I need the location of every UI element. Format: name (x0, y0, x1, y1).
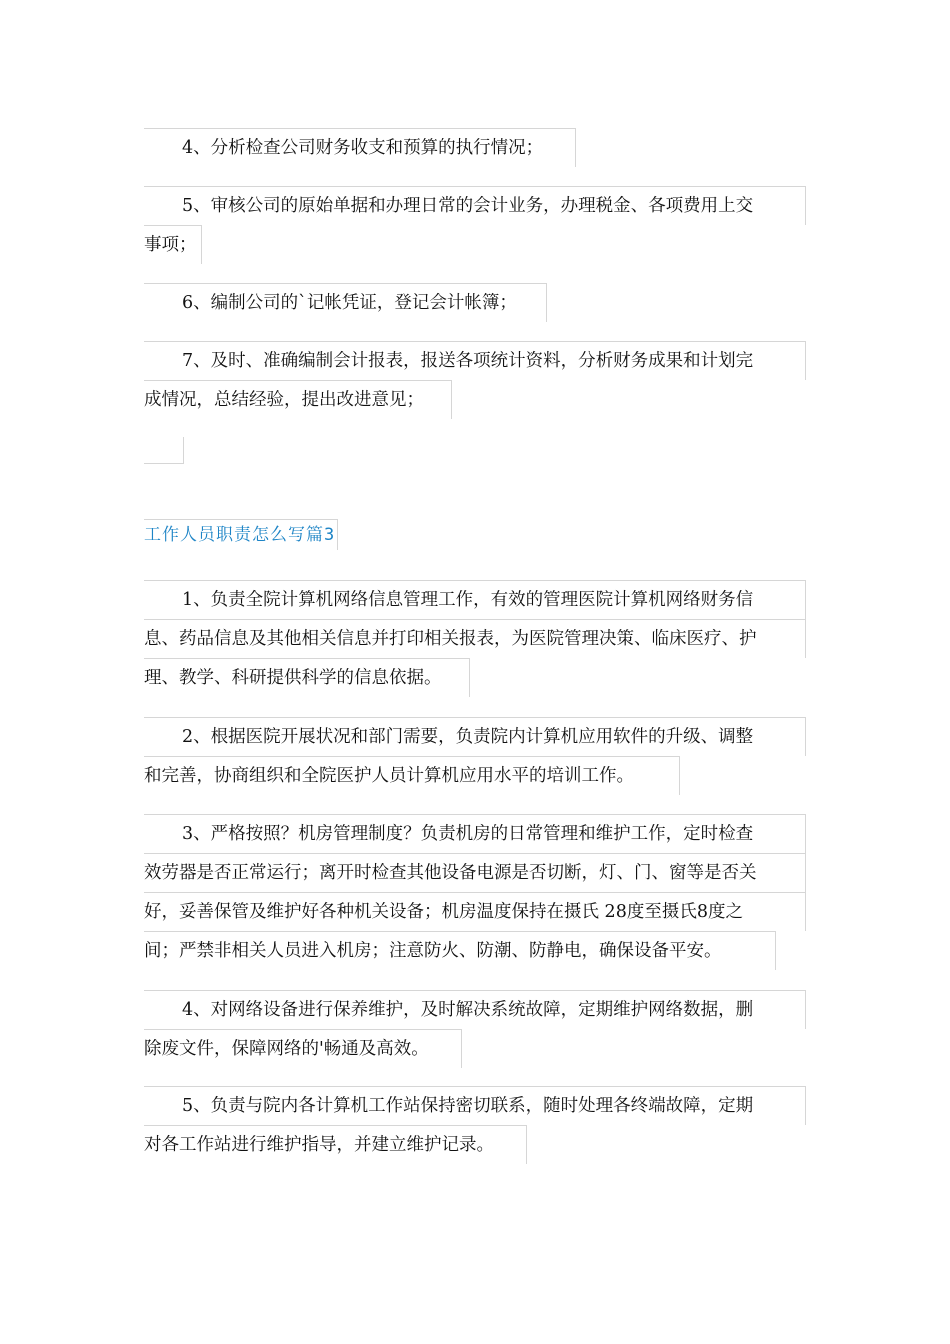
paragraph-line: 6、编制公司的`记帐凭证，登记会计帐簿； (144, 283, 547, 322)
paragraph-line: 除废文件，保障网络的'畅通及高效。 (144, 1029, 462, 1068)
empty-paragraph (144, 437, 184, 464)
paragraph-item-6 (144, 283, 808, 322)
paragraph-line: 理、教学、科研提供科学的信息依据。 (144, 658, 470, 697)
paragraph-line: 4、分析检查公司财务收支和预算的执行情况； (144, 128, 576, 167)
paragraph-line: 和完善，协商组织和全院医护人员计算机应用水平的培训工作。 (144, 756, 680, 795)
paragraph-item-4b (144, 990, 808, 1068)
paragraph-line: 3、严格按照？机房管理制度？负责机房的日常管理和维护工作，定时检查 (144, 814, 806, 853)
paragraph-line: 5、负责与院内各计算机工作站保持密切联系，随时处理各终端故障，定期 (144, 1086, 806, 1125)
paragraph-line: 对各工作站进行维护指导，并建立维护记录。 (144, 1125, 527, 1164)
paragraph-line: 好，妥善保管及维护好各种机关设备；机房温度保持在摄氏 28度至摄氏8度之 (144, 892, 806, 931)
paragraph-line: 1、负责全院计算机网络信息管理工作，有效的管理医院计算机网络财务信 (144, 580, 806, 619)
paragraph-line: 事项； (144, 225, 202, 264)
paragraph-line: 成情况，总结经验，提出改进意见； (144, 380, 452, 419)
paragraph-line: 效劳器是否正常运行；离开时检查其他设备电源是否切断，灯、门、窗等是否关 (144, 853, 806, 892)
paragraph-line: 2、根据医院开展状况和部门需要，负责院内计算机应用软件的升级、调整 (144, 717, 806, 756)
paragraph-item-4 (144, 128, 808, 167)
paragraph-line: 间；严禁非相关人员进入机房；注意防火、防潮、防静电，确保设备平安。 (144, 931, 776, 970)
paragraph-line: 息、药品信息及其他相关信息并打印相关报表，为医院管理决策、临床医疗、护 (144, 619, 806, 658)
paragraph-item-2 (144, 717, 808, 795)
paragraph-item-7 (144, 341, 808, 419)
paragraph-item-1 (144, 580, 808, 697)
paragraph-item-3 (144, 814, 808, 970)
paragraph-line: 5、审核公司的原始单据和办理日常的会计业务，办理税金、各项费用上交 (144, 186, 806, 225)
section-heading: 工作人员职责怎么写篇3 (144, 519, 338, 550)
paragraph-line: 4、对网络设备进行保养维护，及时解决系统故障，定期维护网络数据，删 (144, 990, 806, 1029)
paragraph-item-5b (144, 1086, 808, 1164)
paragraph-line: 7、及时、准确编制会计报表，报送各项统计资料，分析财务成果和计划完 (144, 341, 806, 380)
paragraph-item-5 (144, 186, 808, 264)
